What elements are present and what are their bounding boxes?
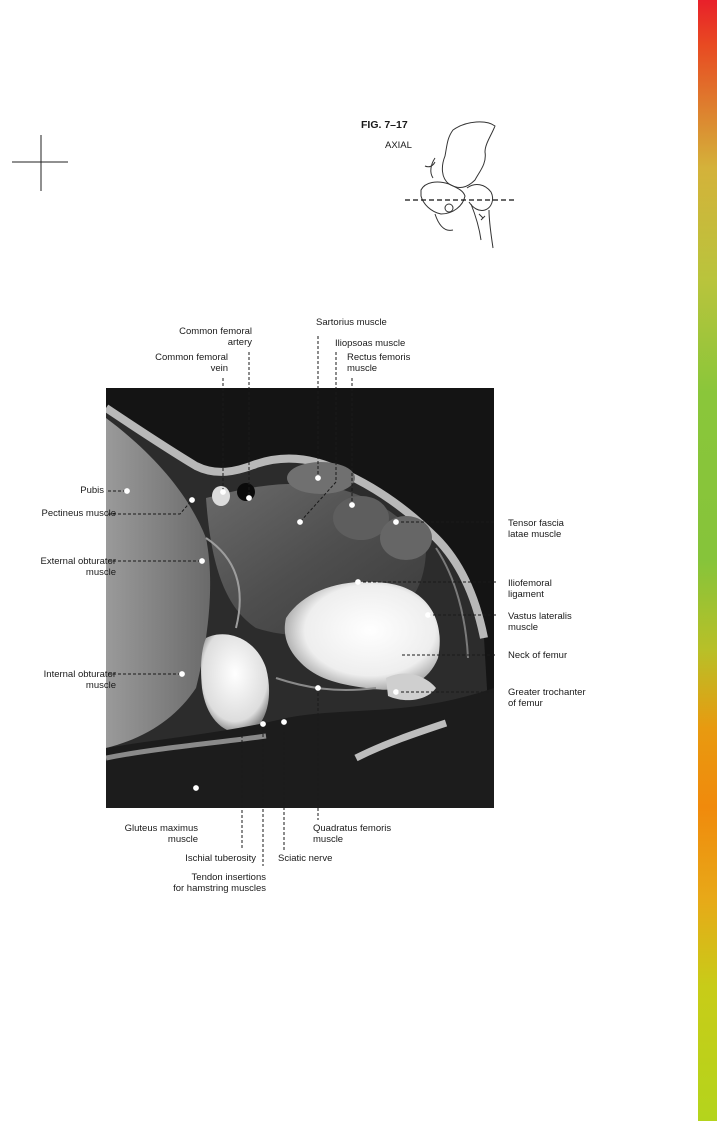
figure-plane: AXIAL: [385, 140, 412, 151]
figure-title: FIG. 7–17: [361, 119, 408, 131]
label-tensor-fascia-latae-muscle: Tensor fascia latae muscle: [508, 518, 564, 540]
label-pubis: Pubis: [80, 485, 104, 496]
label-external-obturator-muscle: External obturator muscle: [40, 556, 116, 578]
label-greater-trochanter-of-femur: Greater trochanter of femur: [508, 687, 586, 709]
label-tendon-insertions-hamstring: Tendon insertions for hamstring muscles: [173, 872, 266, 894]
label-vastus-lateralis-muscle: Vastus lateralis muscle: [508, 611, 572, 633]
label-iliopsoas-muscle: Iliopsoas muscle: [335, 338, 406, 349]
label-common-femoral-artery: Common femoral artery: [179, 326, 252, 348]
label-neck-of-femur: Neck of femur: [508, 650, 568, 661]
label-gluteus-maximus-muscle: Gluteus maximus muscle: [124, 823, 198, 845]
label-rectus-femoris-muscle: Rectus femoris muscle: [347, 352, 411, 374]
label-iliofemoral-ligament: Iliofemoral ligament: [508, 578, 552, 600]
label-sartorius-muscle: Sartorius muscle: [316, 317, 387, 328]
label-sciatic-nerve: Sciatic nerve: [278, 853, 333, 864]
label-pectineus-muscle: Pectineus muscle: [41, 508, 116, 519]
label-common-femoral-vein: Common femoral vein: [155, 352, 228, 374]
label-internal-obturator-muscle: Internal obturator muscle: [43, 669, 116, 691]
label-ischial-tuberosity: Ischial tuberosity: [185, 853, 256, 864]
label-quadratus-femoris-muscle: Quadratus femoris muscle: [313, 823, 392, 845]
